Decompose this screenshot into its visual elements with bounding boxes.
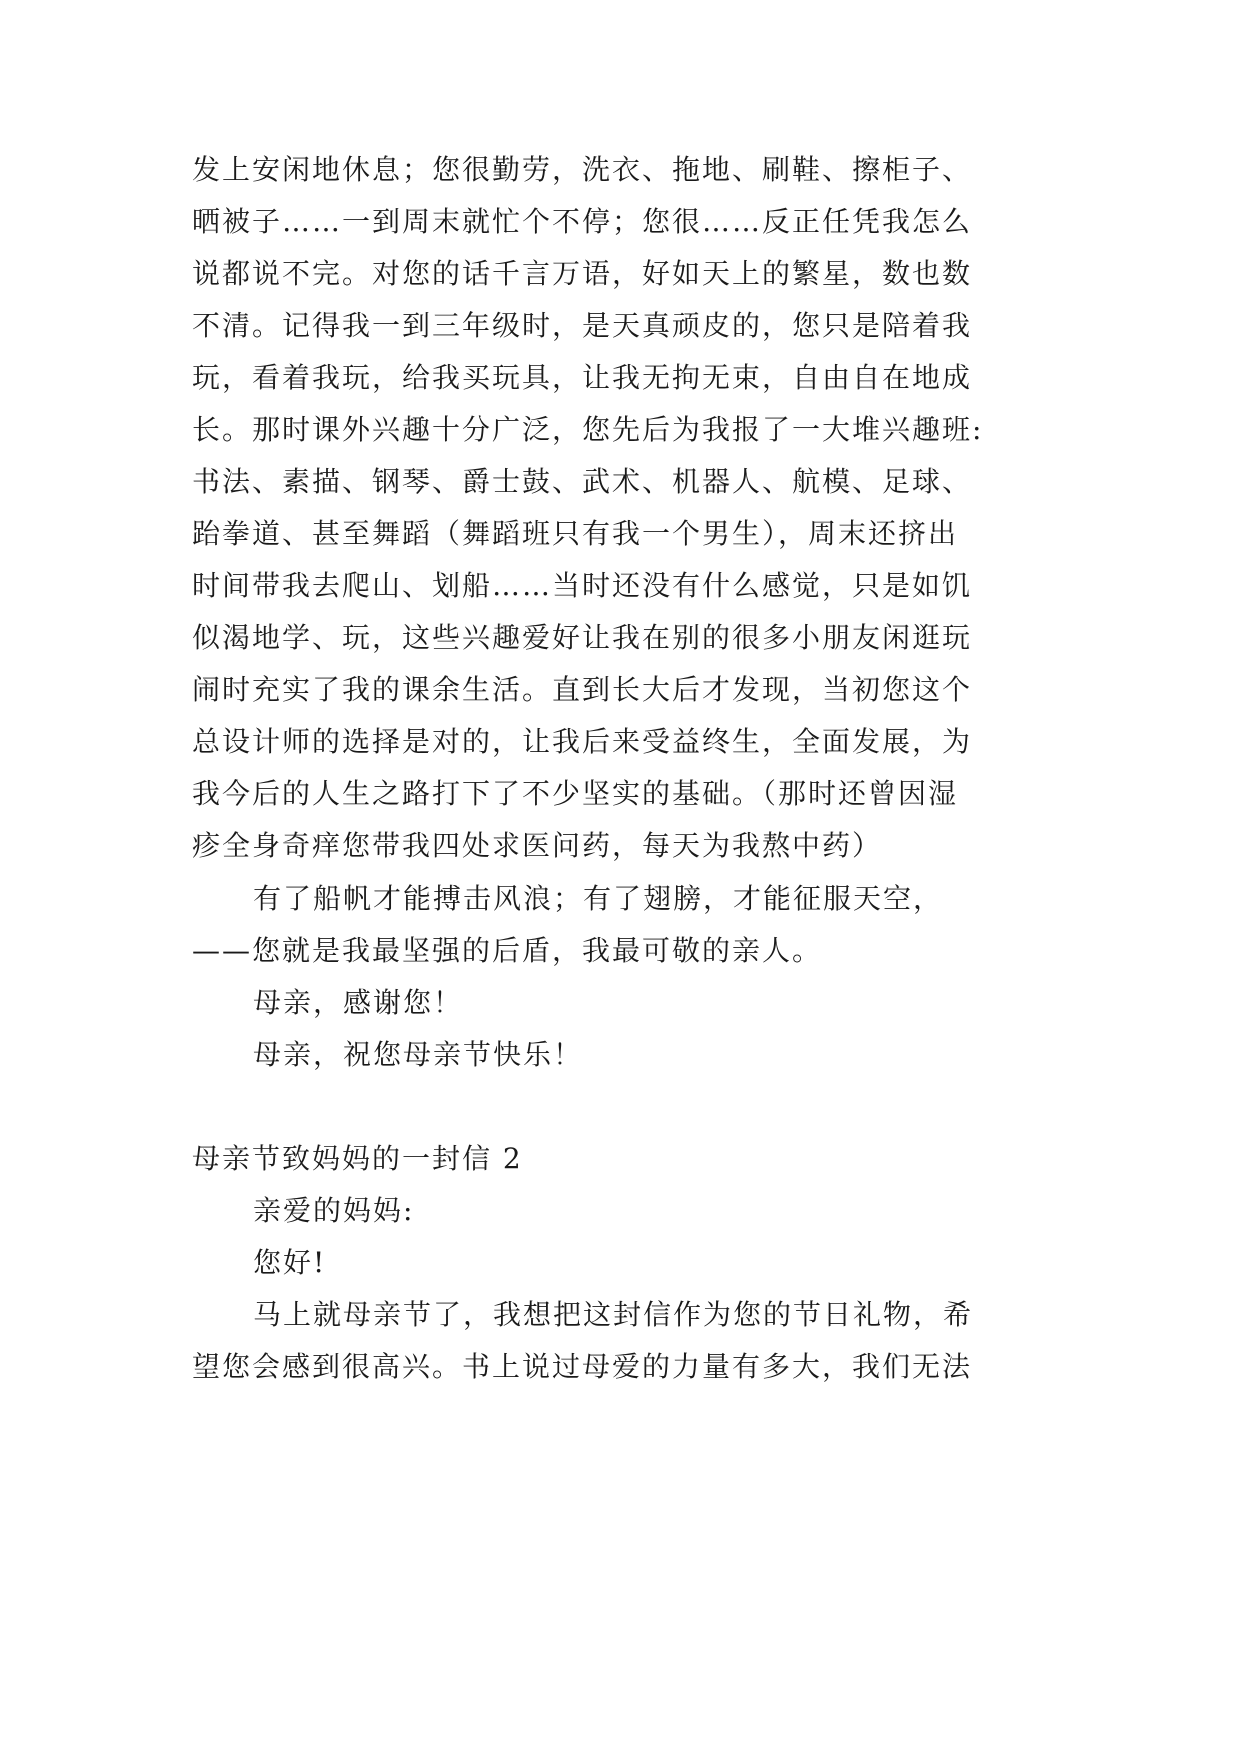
- letter-title: 母亲节致妈妈的一封信 2: [192, 1142, 523, 1175]
- body-line: 不清。记得我一到三年级时，是天真顽皮的，您只是陪着我: [192, 309, 973, 342]
- body-line: 晒被子……一到周末就忙个不停；您很……反正任凭我怎么: [192, 205, 973, 238]
- wish-line: 母亲，祝您母亲节快乐！: [253, 1038, 584, 1071]
- salutation: 亲爱的妈妈:: [253, 1194, 415, 1227]
- body-line: 总设计师的选择是对的，让我后来受益终生，全面发展，为: [192, 725, 973, 758]
- body-line: 跆拳道、甚至舞蹈（舞蹈班只有我一个男生），周末还挤出: [192, 517, 959, 550]
- greeting: 您好!: [253, 1246, 327, 1279]
- body-line: 玩，看着我玩，给我买玩具，让我无拘无束，自由自在地成: [192, 361, 973, 394]
- body-line: 书法、素描、钢琴、爵士鼓、武术、机器人、航模、足球、: [192, 465, 973, 498]
- body-line: 有了船帆才能搏击风浪；有了翅膀，才能征服天空，: [253, 882, 944, 915]
- body-line: 似渴地学、玩，这些兴趣爱好让我在别的很多小朋友闲逛玩: [192, 621, 973, 654]
- body-line: 说都说不完。对您的话千言万语，好如天上的繁星，数也数: [192, 257, 973, 290]
- body-line: 望您会感到很高兴。书上说过母爱的力量有多大，我们无法: [192, 1350, 973, 1383]
- body-line: 我今后的人生之路打下了不少坚实的基础。（那时还曾因湿: [192, 777, 959, 810]
- body-line: 马上就母亲节了，我想把这封信作为您的节日礼物，希: [253, 1298, 974, 1331]
- thanks-line: 母亲，感谢您！: [253, 986, 464, 1019]
- body-line: 时间带我去爬山、划船……当时还没有什么感觉，只是如饥: [192, 569, 973, 602]
- body-line: 长。那时课外兴趣十分广泛，您先后为我报了一大堆兴趣班:: [192, 413, 984, 446]
- body-line: 疹全身奇痒您带我四处求医问药，每天为我熬中药）: [192, 829, 883, 862]
- body-line: ——您就是我最坚强的后盾，我最可敬的亲人。: [192, 934, 823, 967]
- body-line: 发上安闲地休息；您很勤劳，洗衣、拖地、刷鞋、擦柜子、: [192, 153, 973, 186]
- body-line: 闹时充实了我的课余生活。直到长大后才发现，当初您这个: [192, 673, 973, 706]
